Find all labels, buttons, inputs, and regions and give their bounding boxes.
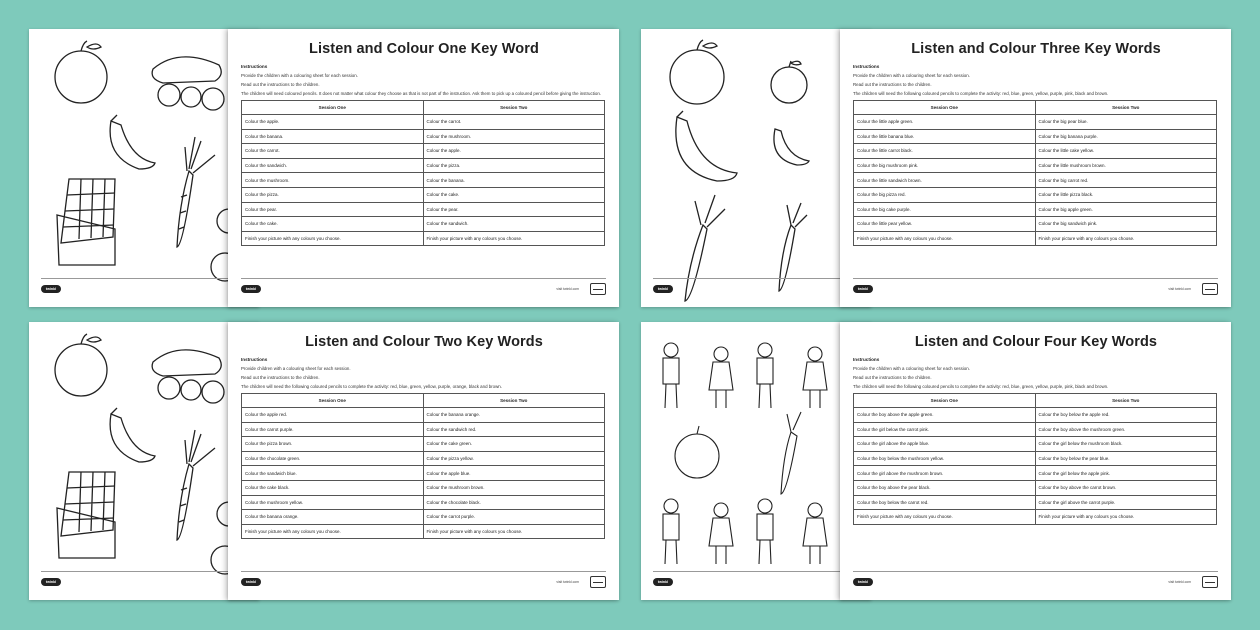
sessions-table [853, 393, 1217, 525]
table-cell: Colour the cake green. [423, 437, 605, 452]
table-cell: Colour the cake. [423, 187, 605, 202]
table-cell: Colour the boy below the mushroom yellow. [854, 451, 1036, 466]
instruction-line: The children will need the following coloured pencils to complete the activity: red, blue, green, yellow, purple, orange, black and brown. [241, 384, 502, 389]
table-cell: Colour the boy above the pear black. [854, 480, 1036, 495]
table-row [242, 408, 605, 423]
worksheet-title: Listen and Colour Four Key Words [914, 334, 1158, 350]
table-cell: Colour the big pear blue. [1035, 115, 1217, 130]
instruction-page [840, 29, 1231, 307]
footer-divider [653, 278, 871, 279]
table-header-row [242, 394, 605, 408]
colouring-page [641, 29, 871, 307]
table-cell: Colour the banana orange. [423, 408, 605, 423]
footer-divider [653, 571, 871, 572]
carrot-illustration [177, 137, 215, 247]
badge-icon [590, 576, 606, 588]
table-cell: Colour the sandwich red. [423, 422, 605, 437]
table-row [854, 158, 1217, 173]
twinkl-logo: twinkl [853, 578, 873, 586]
sessions-table [853, 100, 1217, 246]
table-cell: Colour the big carrot red. [1035, 173, 1217, 188]
worksheet-title: Listen and Colour Three Key Words [911, 41, 1161, 57]
table-cell: Colour the sandwich blue. [242, 466, 424, 481]
table-cell: Colour the cake. [242, 217, 424, 232]
table-row [854, 422, 1217, 437]
table-cell: Colour the carrot. [423, 115, 605, 130]
table-cell: Finish your picture with any colours you choose. [242, 524, 424, 539]
worksheet-three-key-words [641, 29, 1231, 307]
instructions-heading: Instructions [853, 64, 880, 69]
table-header-row [242, 101, 605, 115]
apple-illustration [55, 334, 107, 396]
big-apple-illustration [670, 40, 724, 104]
table-cell: Colour the boy below the pear blue. [1035, 451, 1217, 466]
colouring-page [641, 322, 871, 600]
boy-illustration [663, 343, 679, 408]
site-link: visit twinkl.com [1168, 287, 1191, 291]
table-row [242, 495, 605, 510]
session-one-header: Session One [854, 101, 1036, 115]
bread-illustration [152, 350, 224, 403]
table-row [242, 202, 605, 217]
table-row [854, 187, 1217, 202]
footer-divider [241, 571, 606, 572]
table-cell: Colour the big sandwich pink. [1035, 217, 1217, 232]
instruction-line: The children will need the following coloured pencils to complete the activity: red, blue, green, yellow, purple, pink, black and brown. [853, 91, 1109, 96]
table-cell: Colour the mushroom. [242, 173, 424, 188]
banana-illustration [110, 408, 155, 462]
table-cell: Colour the big cake purple. [854, 202, 1036, 217]
table-cell: Colour the little sandwich brown. [854, 173, 1036, 188]
table-cell: Finish your picture with any colours you choose. [423, 524, 605, 539]
girl-illustration [709, 503, 733, 564]
girl-illustration [803, 503, 827, 564]
table-row [242, 187, 605, 202]
apple-illustration [675, 426, 719, 478]
table-row [854, 231, 1217, 246]
table-cell: Finish your picture with any colours you choose. [854, 510, 1036, 525]
table-row [854, 144, 1217, 159]
badge-icon [590, 283, 606, 295]
table-row [242, 510, 605, 525]
worksheet-title: Listen and Colour One Key Word [309, 41, 539, 57]
table-cell: Colour the sandwich. [242, 158, 424, 173]
table-cell: Colour the boy above the apple green. [854, 408, 1036, 423]
twinkl-logo: twinkl [241, 285, 261, 293]
table-cell: Colour the pear. [423, 202, 605, 217]
carrot-illustration [177, 430, 215, 540]
table-cell: Colour the pear. [242, 202, 424, 217]
table-cell: Colour the pizza brown. [242, 437, 424, 452]
footer-divider [853, 278, 1218, 279]
table-row [854, 437, 1217, 452]
table-cell: Colour the banana. [423, 173, 605, 188]
table-row [242, 115, 605, 130]
worksheet-four-key-words [641, 322, 1231, 600]
table-cell: Colour the pizza yellow. [423, 451, 605, 466]
table-cell: Colour the little cake yellow. [1035, 144, 1217, 159]
boy-illustration [757, 343, 773, 408]
table-cell: Colour the boy below the carrot red. [854, 495, 1036, 510]
site-link: visit twinkl.com [1168, 580, 1191, 584]
twinkl-logo: twinkl [41, 578, 61, 586]
boy-illustration [757, 499, 773, 564]
table-cell: Colour the apple. [423, 144, 605, 159]
table-row [242, 144, 605, 159]
table-row [242, 173, 605, 188]
table-cell: Colour the big pizza red. [854, 187, 1036, 202]
table-cell: Colour the chocolate green. [242, 451, 424, 466]
table-cell: Colour the mushroom yellow. [242, 495, 424, 510]
bread-illustration [152, 57, 224, 110]
table-cell: Colour the big banana purple. [1035, 129, 1217, 144]
footer-divider [853, 571, 1218, 572]
big-carrot-illustration [685, 195, 725, 301]
table-cell: Colour the little carrot black. [854, 144, 1036, 159]
instruction-line: Provide the children with a colouring sheet for each session. [853, 73, 970, 78]
table-cell: Colour the big mushroom pink. [854, 158, 1036, 173]
food-illustrations [641, 29, 871, 307]
instruction-page [228, 322, 619, 600]
table-cell: Colour the little mushroom brown. [1035, 158, 1217, 173]
instruction-line: Read out the instructions to the children. [853, 82, 932, 87]
table-cell: Colour the girl above the mushroom brown. [854, 466, 1036, 481]
chocolate-illustration [57, 472, 115, 558]
table-cell: Colour the little apple green. [854, 115, 1036, 130]
session-one-header: Session One [242, 101, 424, 115]
table-cell: Colour the girl below the mushroom black. [1035, 437, 1217, 452]
table-row [854, 202, 1217, 217]
table-cell: Colour the apple blue. [423, 466, 605, 481]
table-header-row [854, 101, 1217, 115]
twinkl-logo: twinkl [653, 285, 673, 293]
table-header-row [854, 394, 1217, 408]
table-cell: Colour the pizza. [242, 187, 424, 202]
table-row [242, 451, 605, 466]
table-row [242, 437, 605, 452]
instruction-line: Read out the instructions to the children. [241, 375, 320, 380]
instruction-line: Provide the children with a colouring sheet for each session. [853, 366, 970, 371]
table-row [242, 524, 605, 539]
table-cell: Colour the apple red. [242, 408, 424, 423]
table-row [242, 231, 605, 246]
table-cell: Finish your picture with any colours you choose. [1035, 510, 1217, 525]
instruction-line: The children will need the following coloured pencils to complete the activity: red, blue, green, yellow, purple, pink, black and brown. [853, 384, 1109, 389]
instruction-line: Read out the instructions to the children. [241, 82, 320, 87]
big-banana-illustration [676, 111, 737, 181]
table-row [242, 217, 605, 232]
table-cell: Colour the girl above the carrot purple. [1035, 495, 1217, 510]
table-row [854, 217, 1217, 232]
table-cell: Colour the girl below the carrot pink. [854, 422, 1036, 437]
table-cell: Colour the carrot. [242, 144, 424, 159]
instructions-heading: Instructions [853, 357, 880, 362]
badge-icon [1202, 576, 1218, 588]
table-row [854, 129, 1217, 144]
session-two-header: Session Two [1035, 101, 1217, 115]
table-row [854, 115, 1217, 130]
colouring-page [29, 322, 259, 600]
chocolate-illustration [57, 179, 115, 265]
table-cell: Colour the girl above the apple blue. [854, 437, 1036, 452]
little-banana-illustration [774, 129, 809, 165]
table-cell: Colour the little pear yellow. [854, 217, 1036, 232]
instructions-heading: Instructions [241, 357, 268, 362]
table-row [242, 480, 605, 495]
little-apple-illustration [771, 61, 807, 103]
table-row [854, 466, 1217, 481]
instruction-line: Provide children with a colouring sheet for each session. [241, 366, 351, 371]
worksheet-two-key-words [29, 322, 619, 600]
table-cell: Colour the girl below the apple pink. [1035, 466, 1217, 481]
instruction-page [228, 29, 619, 307]
worksheet-title: Listen and Colour Two Key Words [305, 334, 543, 350]
footer-divider [241, 278, 606, 279]
food-illustrations [29, 322, 259, 600]
table-cell: Finish your picture with any colours you choose. [423, 231, 605, 246]
table-cell: Colour the sandwich. [423, 217, 605, 232]
twinkl-logo: twinkl [653, 578, 673, 586]
instruction-line: Provide the children with a colouring sheet for each session. [241, 73, 358, 78]
session-two-header: Session Two [423, 394, 605, 408]
people-food-illustrations [641, 322, 871, 600]
instruction-line: The children will need coloured pencils. It does not matter what colour they choose as that is not part of the instruction. Ask them to pick up a coloured pencil before giving the instruction. [241, 91, 601, 96]
site-link: visit twinkl.com [556, 580, 579, 584]
food-illustrations [29, 29, 259, 307]
table-cell: Finish your picture with any colours you choose. [1035, 231, 1217, 246]
table-cell: Colour the apple. [242, 115, 424, 130]
table-cell: Finish your picture with any colours you choose. [854, 231, 1036, 246]
table-cell: Colour the carrot purple. [242, 422, 424, 437]
table-row [854, 495, 1217, 510]
table-row [854, 451, 1217, 466]
table-cell: Colour the pizza. [423, 158, 605, 173]
session-two-header: Session Two [1035, 394, 1217, 408]
table-cell: Colour the mushroom. [423, 129, 605, 144]
session-one-header: Session One [854, 394, 1036, 408]
instruction-page [840, 322, 1231, 600]
sessions-table [241, 393, 605, 539]
sessions-table [241, 100, 605, 246]
girl-illustration [803, 347, 827, 408]
table-row [854, 173, 1217, 188]
table-cell: Colour the chocolate black. [423, 495, 605, 510]
table-row [854, 408, 1217, 423]
table-cell: Colour the mushroom brown. [423, 480, 605, 495]
instruction-line: Read out the instructions to the children. [853, 375, 932, 380]
session-one-header: Session One [242, 394, 424, 408]
session-two-header: Session Two [423, 101, 605, 115]
table-cell: Finish your picture with any colours you choose. [242, 231, 424, 246]
table-cell: Colour the carrot purple. [423, 510, 605, 525]
table-cell: Colour the boy below the apple red. [1035, 408, 1217, 423]
table-cell: Colour the little banana blue. [854, 129, 1036, 144]
twinkl-logo: twinkl [41, 285, 61, 293]
colouring-page [29, 29, 259, 307]
table-cell: Colour the big apple green. [1035, 202, 1217, 217]
table-cell: Colour the banana. [242, 129, 424, 144]
site-link: visit twinkl.com [556, 287, 579, 291]
table-cell: Colour the cake black. [242, 480, 424, 495]
carrot-illustration [781, 412, 801, 494]
twinkl-logo: twinkl [853, 285, 873, 293]
badge-icon [1202, 283, 1218, 295]
table-row [854, 510, 1217, 525]
worksheet-one-key-word [29, 29, 619, 307]
twinkl-logo: twinkl [241, 578, 261, 586]
table-cell: Colour the little pizza black. [1035, 187, 1217, 202]
table-row [242, 466, 605, 481]
table-cell: Colour the boy above the mushroom green. [1035, 422, 1217, 437]
table-row [242, 129, 605, 144]
instructions-heading: Instructions [241, 64, 268, 69]
footer-divider [41, 278, 259, 279]
table-row [242, 158, 605, 173]
table-cell: Colour the boy above the carrot brown. [1035, 480, 1217, 495]
banana-illustration [110, 115, 155, 169]
table-cell: Colour the banana orange. [242, 510, 424, 525]
apple-illustration [55, 41, 107, 103]
boy-illustration [663, 499, 679, 564]
table-row [242, 422, 605, 437]
girl-illustration [709, 347, 733, 408]
table-row [854, 480, 1217, 495]
footer-divider [41, 571, 259, 572]
